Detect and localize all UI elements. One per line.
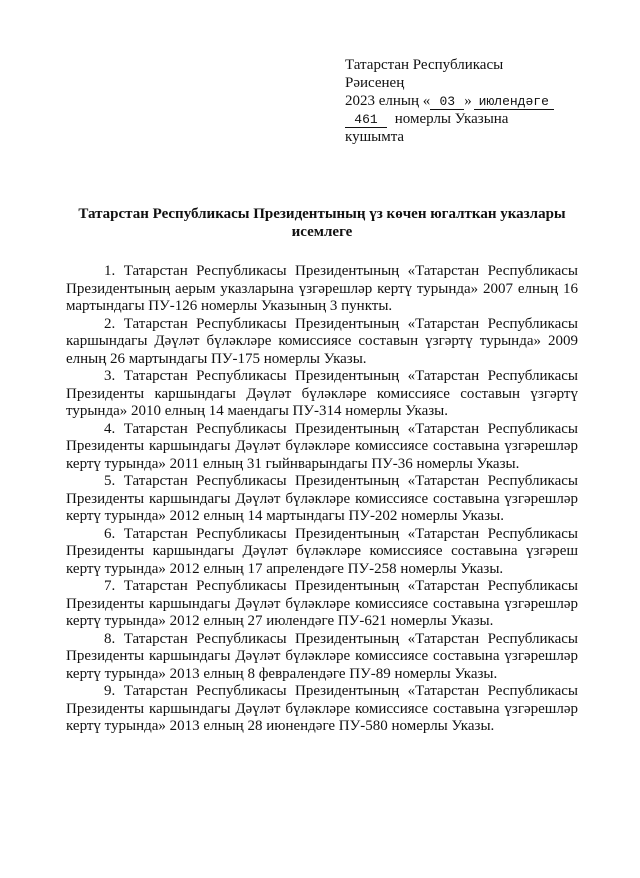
list-item-5: 5. Татарстан Республикасы Президентының «Татарстан Республикасы Президенты каршындагы Дәүләт бүләкләре комиссиясе составына үзгәрешләр кертү турында» 2012 елның 14 мартындагы ПУ-202 номерлы Указы. bbox=[66, 473, 578, 524]
number-suffix: номерлы Указына bbox=[394, 111, 509, 127]
approval-line-5: кушымта bbox=[345, 129, 405, 145]
list-item-6: 6. Татарстан Республикасы Президентының «Татарстан Республикасы Президенты каршындагы Дәүләт бүләкләре комиссиясе составына үзгәреш кертү турында» 2012 елның 17 апрелендәге ПУ-258 номерлы Указы. bbox=[66, 525, 578, 577]
date-prefix: 2023 елның « bbox=[345, 93, 431, 109]
list-item-4: 4. Татарстан Республикасы Президентының «Татарстан Республикасы Президенты каршындагы Дәүләт бүләкләре комиссиясе составына үзгәрешләр кертү турында» 2011 елның 31 гыйнварындагы ПУ-36 номерлы Указы. bbox=[66, 420, 578, 472]
approval-date-line bbox=[345, 92, 585, 110]
list-item-7: 7. Татарстан Республикасы Президентының «Татарстан Республикасы Президенты каршындагы Дәүләт бүләкләре комиссиясе составына үзгәрешләр кертү турында» 2012 елның 27 июлендәге ПУ-621 номерлы Указы. bbox=[66, 578, 578, 629]
approval-line-2: Рәисенең bbox=[345, 75, 405, 91]
date-month-field: июлендәге bbox=[474, 94, 554, 110]
approval-line-1: Татарстан Республикасы bbox=[345, 57, 504, 73]
list-item-9: 9. Татарстан Республикасы Президентының «Татарстан Республикасы Президенты каршындагы Дәүләт бүләкләре комиссиясе составына үзгәрешләр кертү турында» 2013 елның 28 июнендәге ПУ-580 номерлы Указы. bbox=[66, 683, 578, 734]
list-item-1: 1. Татарстан Республикасы Президентының «Татарстан Республикасы Президентының аерым указларына үзгәрешләр кертү турында» 2007 елның 16 мартындагы ПУ-126 номерлы Указының 3 пункты. bbox=[66, 263, 578, 314]
document-title: Татарстан Республикасы Президентының үз көчен югалткан указлары исемлеге bbox=[78, 206, 566, 240]
list-item-2: 2. Татарстан Республикасы Президентының «Татарстан Республикасы каршындагы Дәүләт бүләкләре комиссиясе составын үзгәртү турында» 2009 елның 26 мартындагы ПУ-175 номерлы Указы. bbox=[66, 315, 578, 367]
list-item-3: 3. Татарстан Республикасы Президентының «Татарстан Республикасы Президенты каршындагы Дәүләт бүләкләре комиссиясе составын үзгәртү турында» 2010 елның 14 маендагы ПУ-314 номерлы Указы. bbox=[66, 368, 578, 419]
approval-stamp bbox=[345, 56, 585, 146]
decree-number-field: 461 bbox=[345, 112, 387, 128]
list-item-8: 8. Татарстан Республикасы Президентының «Татарстан Республикасы Президенты каршындагы Дәүләт бүләкләре комиссиясе составына үзгәрешләр кертү турында» 2013 елның 8 февралендәге ПУ-89 номерлы Указы. bbox=[66, 630, 578, 682]
date-mid: » bbox=[464, 93, 472, 109]
decree-list bbox=[66, 263, 578, 736]
approval-number-line bbox=[345, 110, 585, 128]
date-day-field: 03 bbox=[430, 94, 464, 110]
